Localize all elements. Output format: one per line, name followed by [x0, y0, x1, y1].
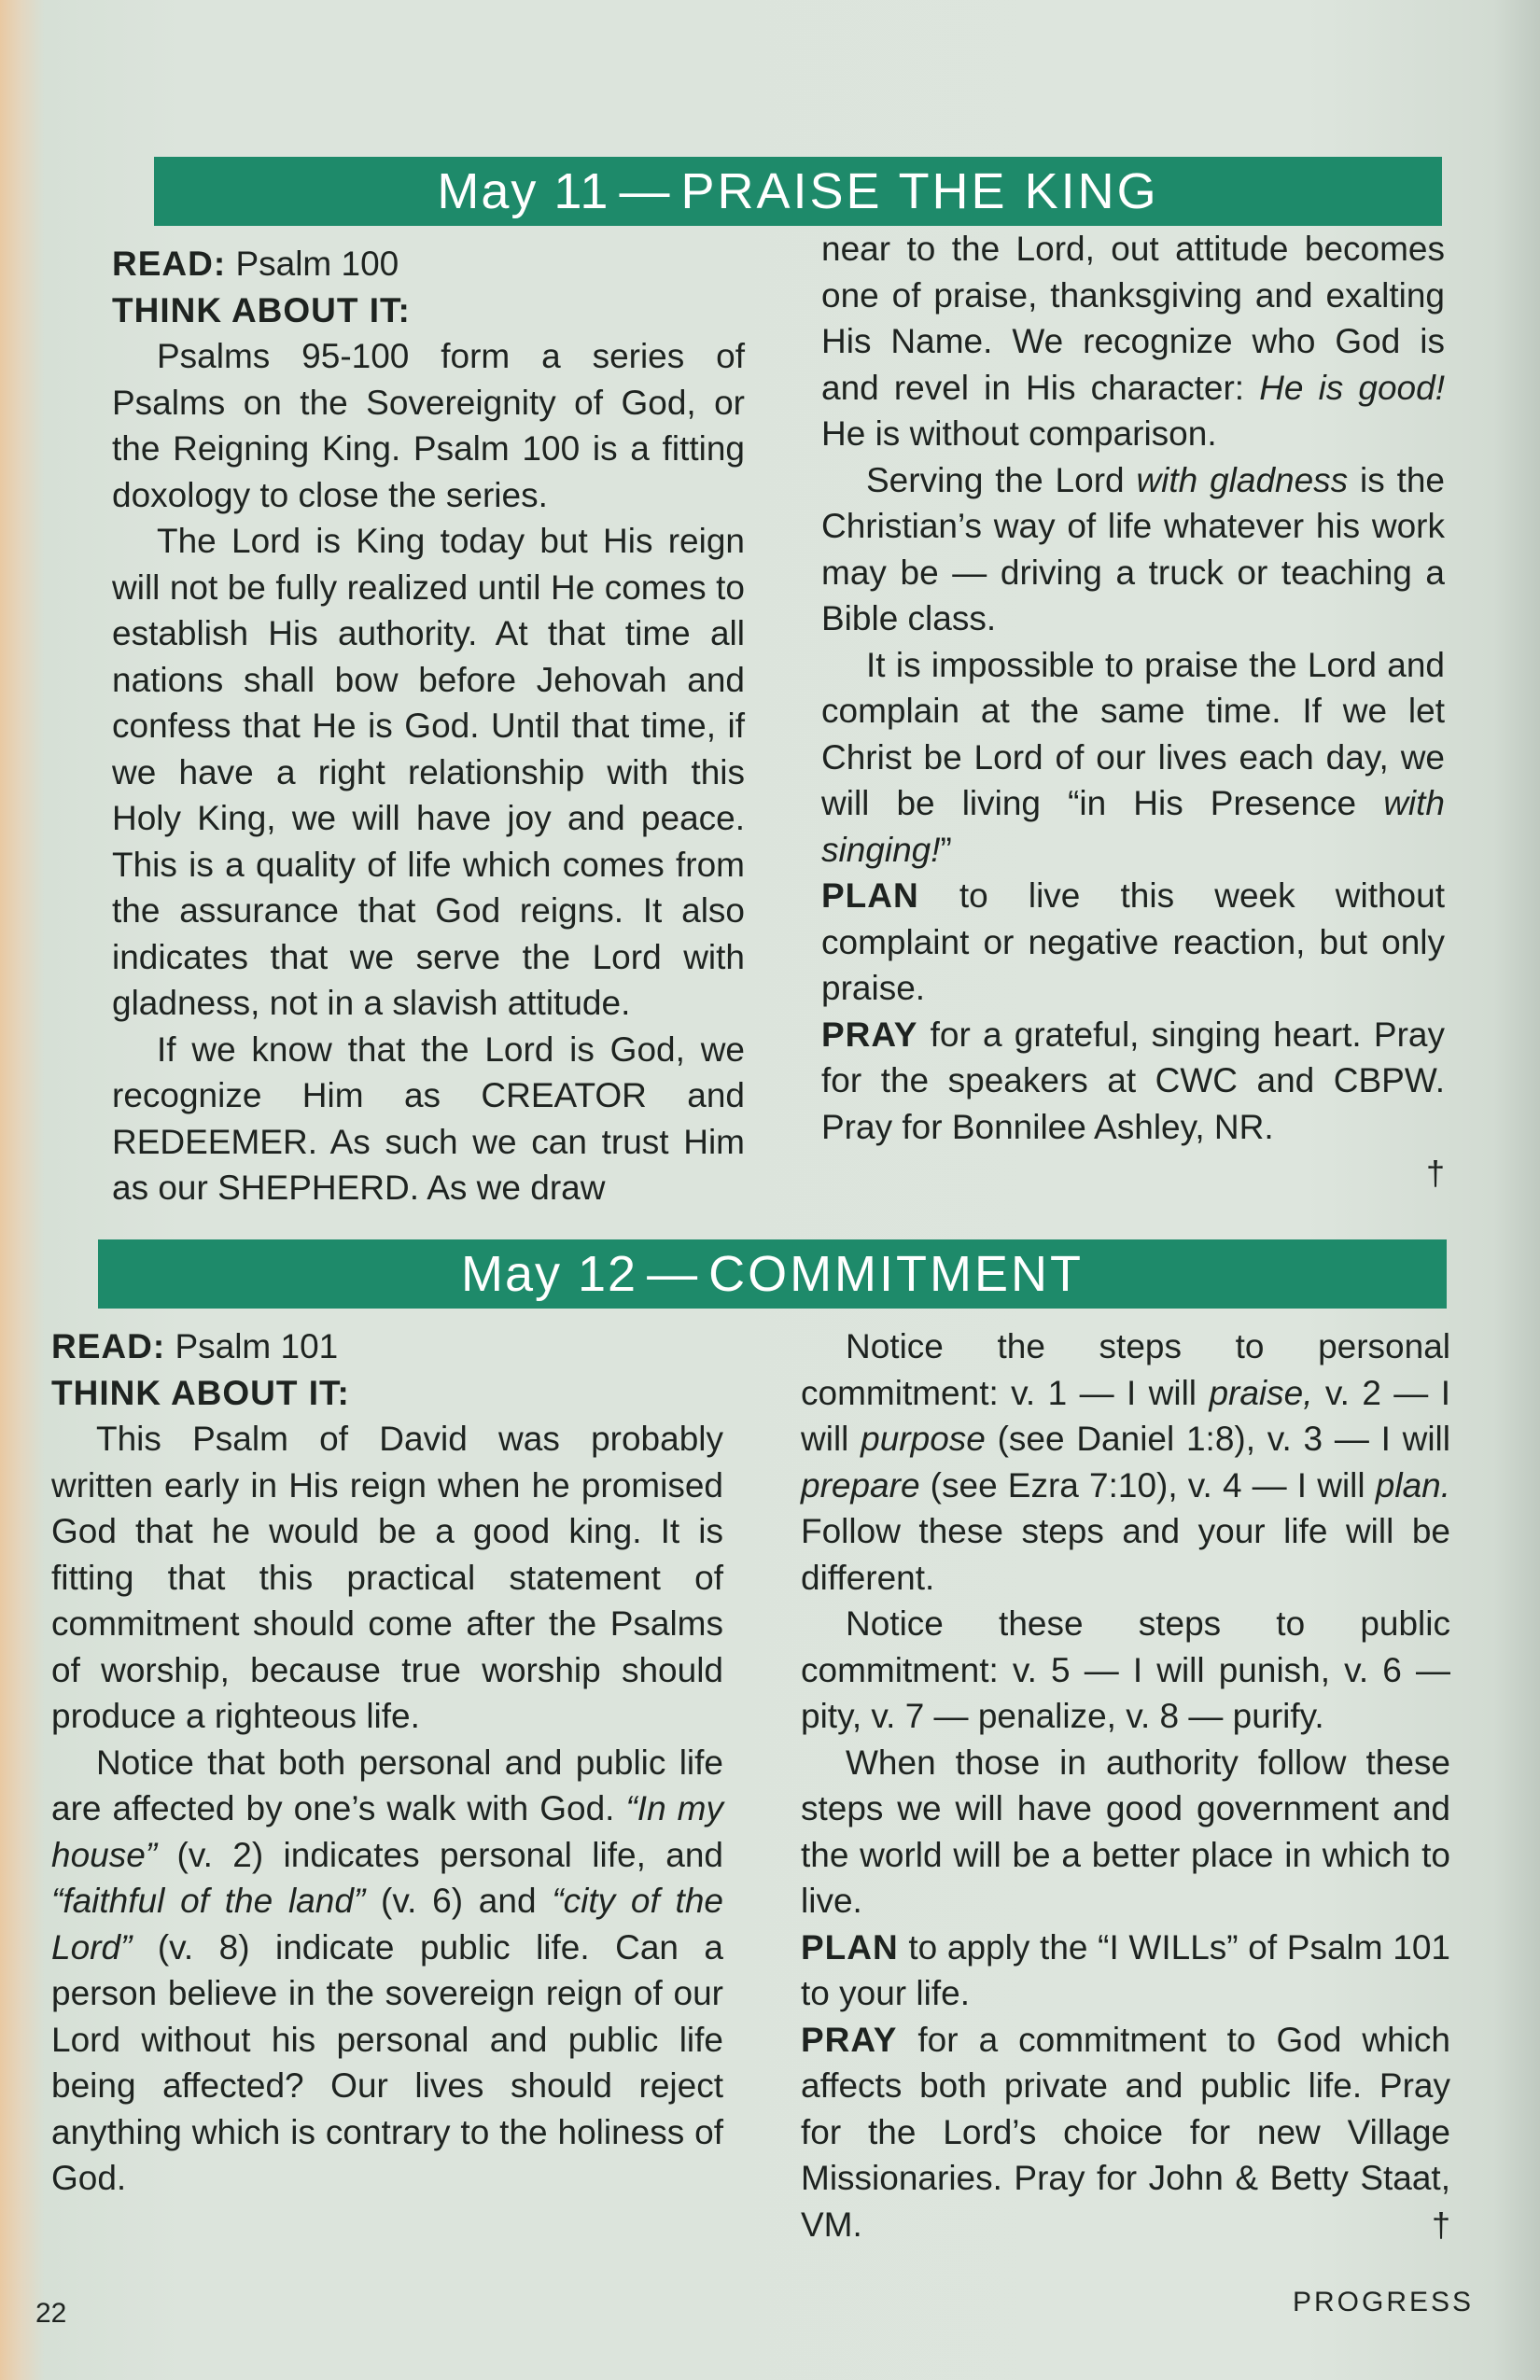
entry1-paragraph-2: The Lord is King today but His reign will not be fully realized until He comes to establish His authority. At that time all nations shall bow before Jehovah and confess that He is God. Until that time, if we have a right relationship with this Holy King, we will have joy and peace. This is a quality of life which comes from the assurance that God reigns. It also indicates that we serve the Lord with gladness, not in a slavish attitude.: [112, 522, 745, 1022]
entry1-paragraph-1: Psalms 95-100 form a series of Psalms on the Sovereignity of God, or the Reigning King. Psalm 100 is a fitting doxology to close the series.: [112, 337, 745, 514]
entry2-left-column: [51, 1323, 723, 2202]
entry2-read-line: READ: Psalm 101: [51, 1327, 339, 1365]
entry2-title: COMMITMENT: [708, 1246, 1085, 1302]
entry1-paragraph-3: If we know that the Lord is God, we recognize Him as CREATOR and REDEEMER. As such we can trust Him as our SHEPHERD. As we draw: [112, 1029, 745, 1207]
entry2-paragraph-1: This Psalm of David was probably written early in His reign when he promised God that he would be a good king. It is fitting that this practical statement of commitment should come after the Psalms of worship, because true worship should produce a righteous life.: [51, 1420, 723, 1735]
entry2-paragraph-4: Notice these steps to public commitment: v. 5 — I will punish, v. 6 — pity, v. 7 — penalize, v. 8 — purify.: [801, 1604, 1450, 1735]
entry1-pray: PRAY for a grateful, singing heart. Pray for the speakers at CWC and CBPW. Pray for Bonnilee Ashley, NR.: [821, 1015, 1445, 1146]
entry1-date: May 11: [437, 163, 610, 219]
entry1-paragraph-6: It is impossible to praise the Lord and complain at the same time. If we let Christ be Lord of our lives each day, we will be living “in His Presence with singing!”: [821, 645, 1445, 869]
entry2-think-heading: THINK ABOUT IT:: [51, 1373, 350, 1412]
entry1-think-heading: THINK ABOUT IT:: [112, 290, 411, 329]
entry1-read-line: READ: Psalm 100: [112, 245, 399, 283]
entry1-paragraph-4: near to the Lord, out attitude becomes one of praise, thanksgiving and exalting His Name. We recognize who God is and revel in His character: He is good! He is without comparison.: [821, 230, 1445, 453]
entry2-end-cross: †: [1431, 2205, 1450, 2244]
entry1-plan: PLAN to live this week without complaint or negative reaction, but only praise.: [821, 876, 1445, 1007]
entry1-right-column: near to the Lord, out attitude becomes one of praise, thanksgiving and exalting His Name. We recognize who God is and revel in His character: He is good! He is without comparison. Serving the Lord with gladness is the Christian’s way of life whatever his work may be — driving a truck or teaching a Bible class. It is impossible to praise the Lord and complain at the same time. If we let Christ be Lord of our lives each day, we will be living “in His Presence with singing!” PLAN to live this week without complaint or negative reaction, but only praise. PRAY for a grateful, singing heart. Pray for the speakers at CWC and CBPW. Pray for Bonnilee Ashley, NR. †: [821, 226, 1445, 1197]
entry1-dash: —: [619, 163, 672, 219]
entry2-paragraph-2: Notice that both personal and public life are affected by one’s walk with God. “In my house” (v. 2) indicates personal life, and “faithful of the land” (v. 6) and “city of the Lord” (v. 8) indicate public life. Can a person believe in the sovereign reign of our Lord without his personal and public life being affected? Our lives should reject anything which is contrary to the holiness of God.: [51, 1743, 724, 2197]
entry2-right-column: [801, 1323, 1450, 2247]
entry1-banner: [154, 157, 1442, 226]
entry2-date: May 12: [460, 1246, 638, 1302]
page-number: 22: [35, 2298, 67, 2329]
entry2-paragraph-3: Notice the steps to personal commitment: v. 1 — I will praise, v. 2 — I will purpose (see Daniel 1:8), v. 3 — I will prepare (see Ezra 7:10), v. 4 — I will plan. Follow these steps and your life will be different.: [801, 1327, 1450, 1597]
entry2-plan: PLAN to apply the “I WILLs” of Psalm 101 to your life.: [801, 1927, 1450, 2012]
entry1-left-column: [112, 241, 745, 1211]
publication-name: PROGRESS: [1293, 2287, 1475, 2317]
entry1-title: PRAISE THE KING: [680, 163, 1159, 219]
entry1-paragraph-5: Serving the Lord with gladness is the Christian’s way of life whatever his work may be — driving a truck or teaching a Bible class.: [821, 460, 1446, 637]
entry2-paragraph-5: When those in authority follow these steps we will have good government and the world will be a better place in which to live.: [801, 1743, 1450, 1920]
entry2-pray: PRAY for a commitment to God which affects both private and public life. Pray for the Lord’s choice for new Village Missionaries. Pray for John & Betty Staat, VM. †: [801, 2017, 1450, 2248]
entry2-banner: [98, 1239, 1447, 1309]
entry2-dash: —: [647, 1246, 700, 1302]
